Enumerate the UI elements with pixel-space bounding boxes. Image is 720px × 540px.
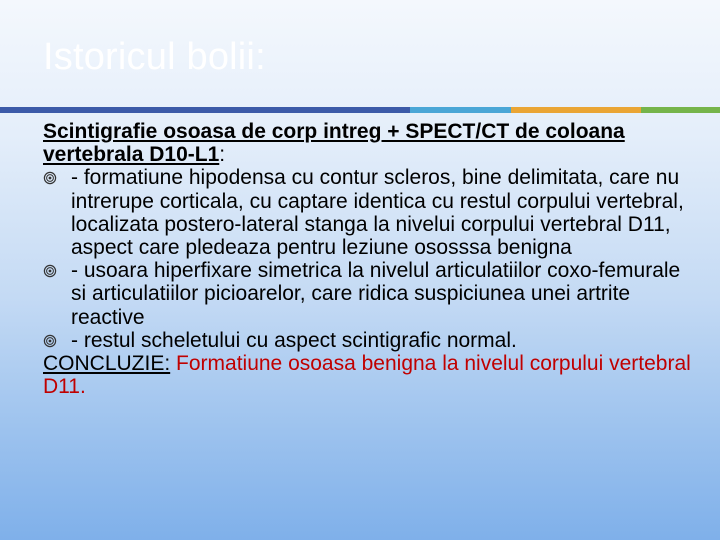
finding-text: - usoara hiperfixare simetrica la nivelul articulatiilor coxo-femurale si articulatiilor picioarelor, care ridica suspiciunea unei artrite reactive	[71, 259, 681, 329]
finding-bullet-3	[43, 329, 693, 352]
divider-segment-orange	[511, 107, 641, 113]
divider-segment-lightblue	[410, 107, 511, 113]
conclusion	[43, 352, 693, 398]
conclusion-label: CONCLUZIE:	[43, 352, 171, 376]
divider-segment-green	[641, 107, 720, 113]
ring-bullet-icon	[43, 171, 57, 185]
color-divider-bar	[0, 107, 720, 113]
slide-title: Istoricul bolii:	[43, 36, 266, 78]
ring-bullet-icon	[43, 334, 57, 348]
finding-text: - formatiune hipodensa cu contur scleros, bine delimitata, care nu intrerupe corticala, cu captare identica cu restul corpului vertebral, localizata postero-lateral stanga la nivelui corpului vertebral D11, aspect care pledeaza pentru leziune ososssa benigna	[71, 166, 684, 260]
finding-bullet-2	[43, 259, 693, 329]
scan-heading: Scintigrafie osoasa de corp intreg + SPECT/CT de coloana vertebrala D10-L1:	[43, 120, 625, 167]
ring-bullet-icon	[43, 264, 57, 278]
finding-text: - restul scheletului cu aspect scintigrafic normal.	[71, 328, 517, 352]
finding-bullet-1	[43, 166, 693, 259]
conclusion-text: Formatiune osoasa benigna la nivelul corpului vertebral D11.	[43, 352, 691, 399]
divider-segment-blue	[0, 107, 410, 113]
slide-body	[43, 120, 693, 398]
